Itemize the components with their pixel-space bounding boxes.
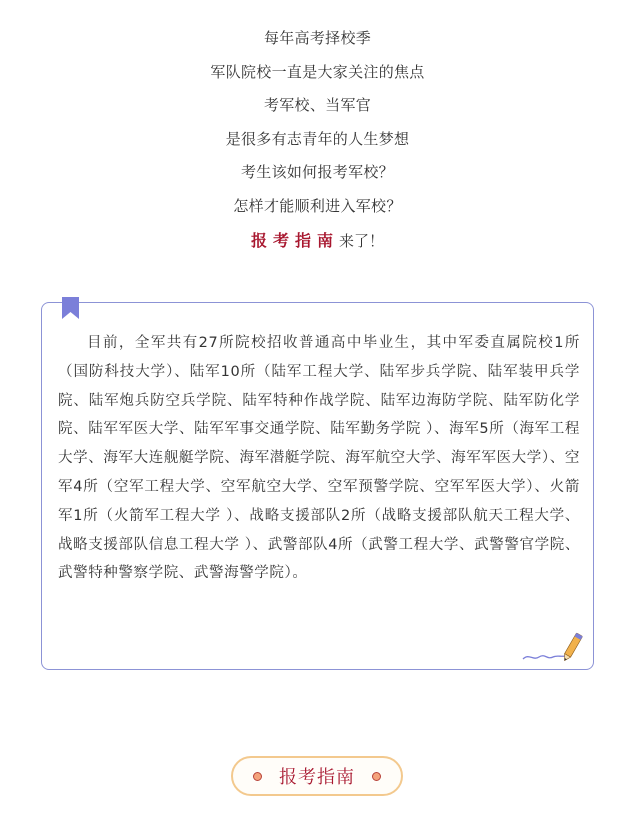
pen-icon (521, 627, 589, 665)
bookmark-icon (62, 297, 79, 319)
card-paragraph: 目前，全军共有27所院校招收普通高中毕业生，其中军委直属院校1所（国防科技大学）、陆军10所（陆军工程大学、陆军步兵学院、陆军装甲兵学院、陆军炮兵防空兵学院、陆军特种作战学院、陆军边海防学院、陆军防化学院、陆军军医大学、陆军军事交通学院、陆军勤务学院 ）、海军5所（海军工程大学、海军大连舰艇学院、海军潜艇学院、海军航空大学、海军军医大学）、空军4所（空军工程大学、空军航空大学、空军预警学院、空军军医大学）、火箭军1所（火箭军工程大学 ）、战略支援部队2所（战略支援部队航天工程大学、战略支援部队信息工程大学 ）、武警部队4所（武警工程大学、武警警官学院、武警特种警察学院、武警海警学院）。 (58, 335, 580, 582)
info-card (41, 302, 594, 670)
intro-line-4: 是很多有志青年的人生梦想 (225, 129, 410, 148)
headline-suffix: 来了！ (339, 232, 385, 250)
intro-line-2: 军队院校一直是大家关注的焦点 (210, 62, 425, 81)
dot-left-icon (253, 772, 262, 781)
intro-line-5: 考生该如何报考军校？ (240, 163, 394, 181)
guide-button[interactable] (231, 756, 403, 796)
dot-right-icon (372, 772, 381, 781)
headline-highlight: 报考指南 (250, 231, 339, 250)
guide-button-label: 报考指南 (279, 767, 355, 788)
intro-line-1: 每年高考择校季 (263, 29, 372, 47)
headline (0, 224, 635, 258)
intro-line-3: 考军校、当军官 (263, 96, 372, 114)
intro-line-6: 怎样才能顺利进入军校？ (233, 196, 402, 215)
intro-text (0, 22, 635, 258)
